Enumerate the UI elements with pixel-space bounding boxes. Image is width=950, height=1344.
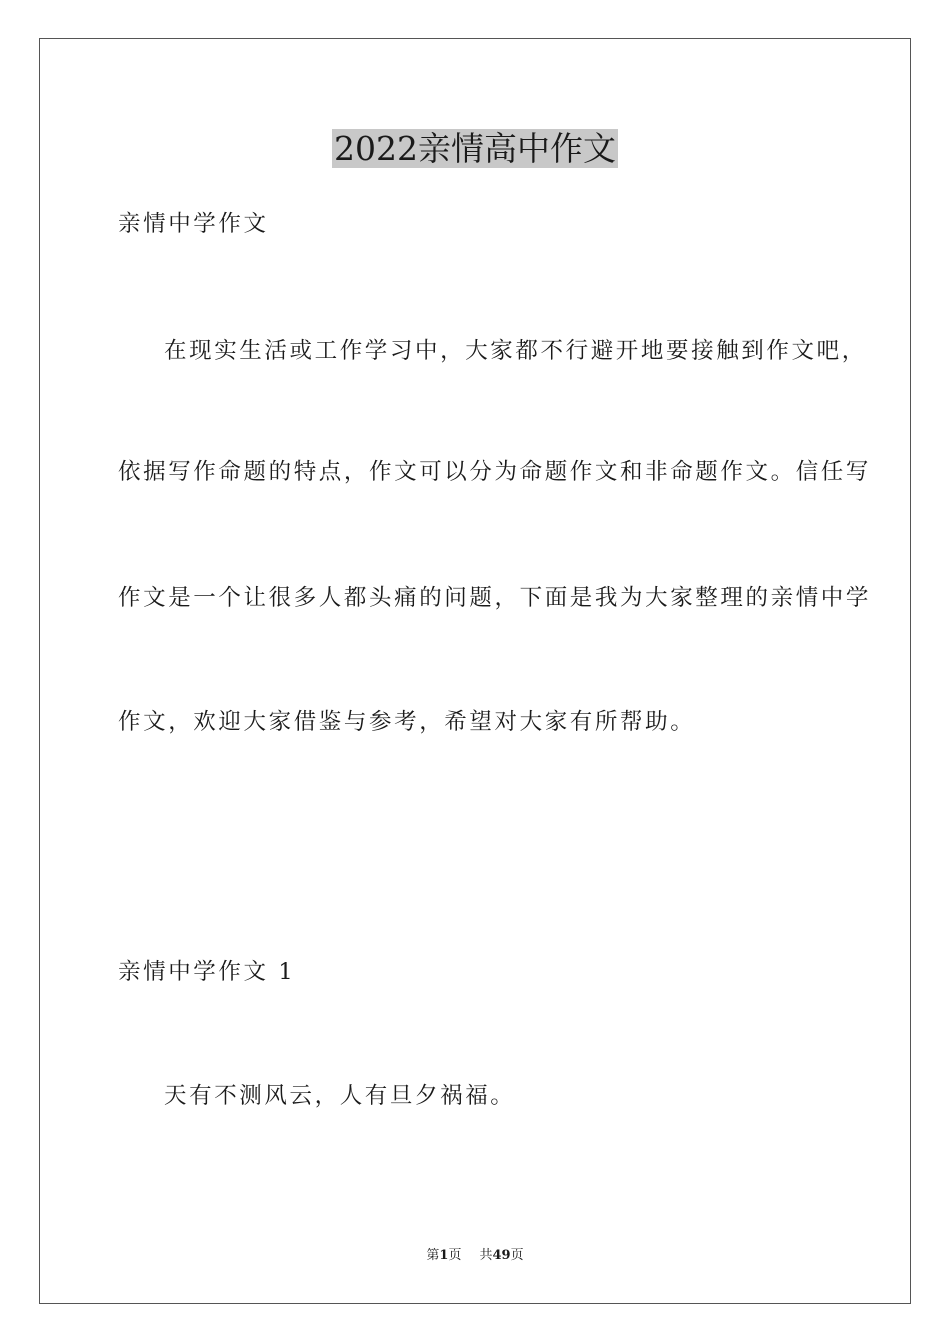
total-suffix: 页: [510, 1248, 524, 1263]
section-heading: 亲情中学作文 1: [118, 959, 296, 985]
page-current: 1: [439, 1248, 449, 1263]
intro-line-3: 作文是一个让很多人都头痛的问题，下面是我为大家整理的亲情中学: [118, 585, 872, 611]
intro-line-2: 依据写作命题的特点，作文可以分为命题作文和非命题作文。信任写: [118, 459, 872, 485]
document-title-block: [0, 127, 950, 171]
intro-line-1: 在现实生活或工作学习中，大家都不行避开地要接触到作文吧，: [164, 338, 867, 364]
page-footer: [0, 1247, 950, 1265]
total-prefix: 共: [479, 1248, 493, 1263]
subtitle: 亲情中学作文: [118, 211, 269, 237]
page-prefix: 第: [426, 1248, 440, 1263]
page-suffix: 页: [448, 1248, 462, 1263]
page-total: 49: [492, 1248, 511, 1263]
section-paragraph-line: 天有不测风云，人有旦夕祸福。: [164, 1083, 516, 1109]
document-title: 2022亲情高中作文: [334, 129, 616, 168]
intro-line-4: 作文，欢迎大家借鉴与参考，希望对大家有所帮助。: [118, 709, 696, 735]
